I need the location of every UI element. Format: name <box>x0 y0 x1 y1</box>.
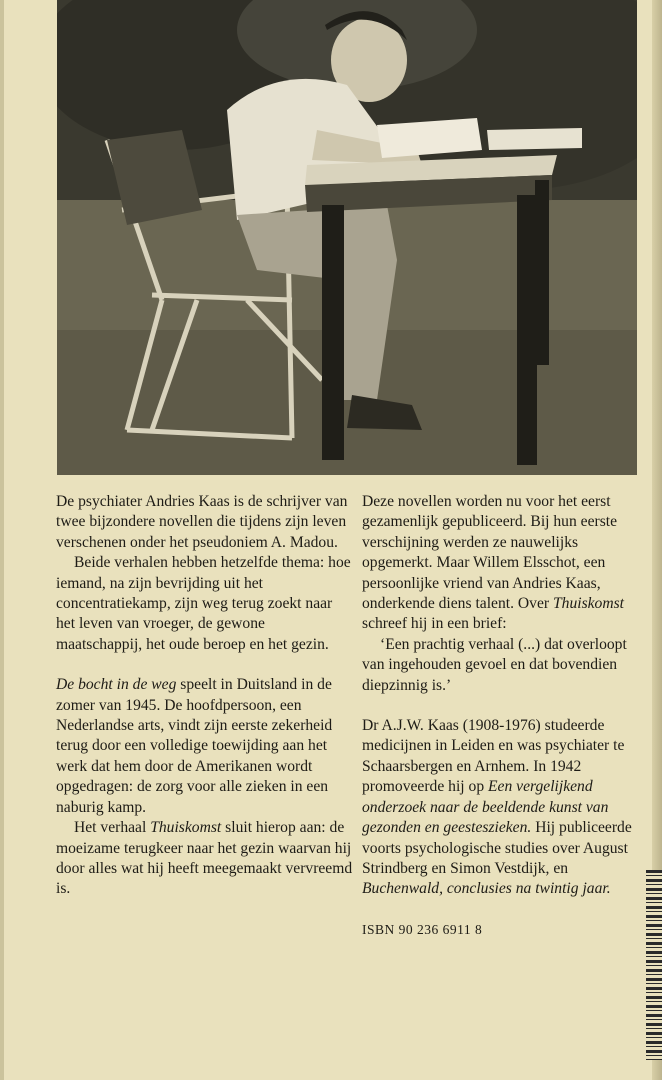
novel-title-thuiskomst: Thuiskomst <box>150 819 222 837</box>
left-paragraph-4 <box>56 818 354 900</box>
right-paragraph-1-b: schreef hij in een brief: <box>362 615 507 633</box>
buchenwald-title: Buchenwald, conclusies na twintig jaar. <box>362 880 611 898</box>
left-paragraph-2: Beide verhalen hebben hetzelfde thema: hoe iemand, na zijn bevrijding uit het concentratiekamp, zijn weg terug zoekt naar het leven van vroeger, de gewone maatschappij, het oude beroep en het gezin. <box>56 554 351 653</box>
right-text-column <box>362 492 652 940</box>
barcode-edge <box>646 870 662 1060</box>
right-paragraph-1 <box>362 492 652 635</box>
dissertation-title: Een vergelijkend onderzoek naar de beeldende kunst van gezonden en geesteszieken. <box>362 778 609 837</box>
paragraph-gap <box>56 655 354 675</box>
author-photo <box>57 0 637 475</box>
author-photo-illustration <box>57 0 637 475</box>
author-bio-a: Dr A.J.W. Kaas (1908-1976) studeerde medicijnen in Leiden en was psychiater te Schaarsbergen en Arnhem. In 1942 promoveerde hij op <box>362 717 625 796</box>
isbn-number: ISBN 90 236 6911 8 <box>362 921 483 937</box>
left-paragraph-4-a: Het verhaal <box>74 819 151 837</box>
elsschot-quote: ‘Een prachtig verhaal (...) dat overloopt van ingehouden gevoel en dat bovendien diepzinnig is.’ <box>362 635 627 694</box>
left-paragraph-4-b: sluit hierop aan: de moeizame terugkeer naar het gezin waarvan hij door alles wat hij heeft meegemaakt vervreemd is. <box>56 819 353 898</box>
novel-title-de-bocht: De bocht in de weg <box>56 676 177 694</box>
left-text-column <box>56 492 354 900</box>
right-paragraph-1-a: Deze novellen worden nu voor het eerst gezamenlijk gepubliceerd. Bij hun eerste verschijning werden ze nauwelijks opgemerkt. Maar Willem Elsschot, een persoonlijke vriend van Andries Kaas, onderkende diens talent. Over <box>362 493 618 613</box>
cover-edge-left <box>0 0 4 1080</box>
left-paragraph-1: De psychiater Andries Kaas is de schrijver van twee bijzondere novellen die tijdens zijn leven verschenen onder het pseudoniem A. Madou. <box>56 493 348 551</box>
paragraph-gap <box>362 900 652 920</box>
novel-title-thuiskomst-2: Thuiskomst <box>552 595 625 613</box>
author-bio <box>362 716 652 900</box>
left-paragraph-3-text: speelt in Duitsland in de zomer van 1945. De hoofdpersoon, een Nederlandse arts, vindt zijn eerste zekerheid terug door een volledige toewijding aan het werk dat hem door de Amerikanen wordt opgedragen: de zorg voor alle zieken in een naburig kamp. <box>56 676 333 816</box>
left-paragraph-3 <box>56 675 354 818</box>
author-bio-b: Hij publiceerde voorts psychologische studies over August Strindberg en Simon Vestdijk, en <box>362 819 632 877</box>
paragraph-gap <box>362 696 652 716</box>
